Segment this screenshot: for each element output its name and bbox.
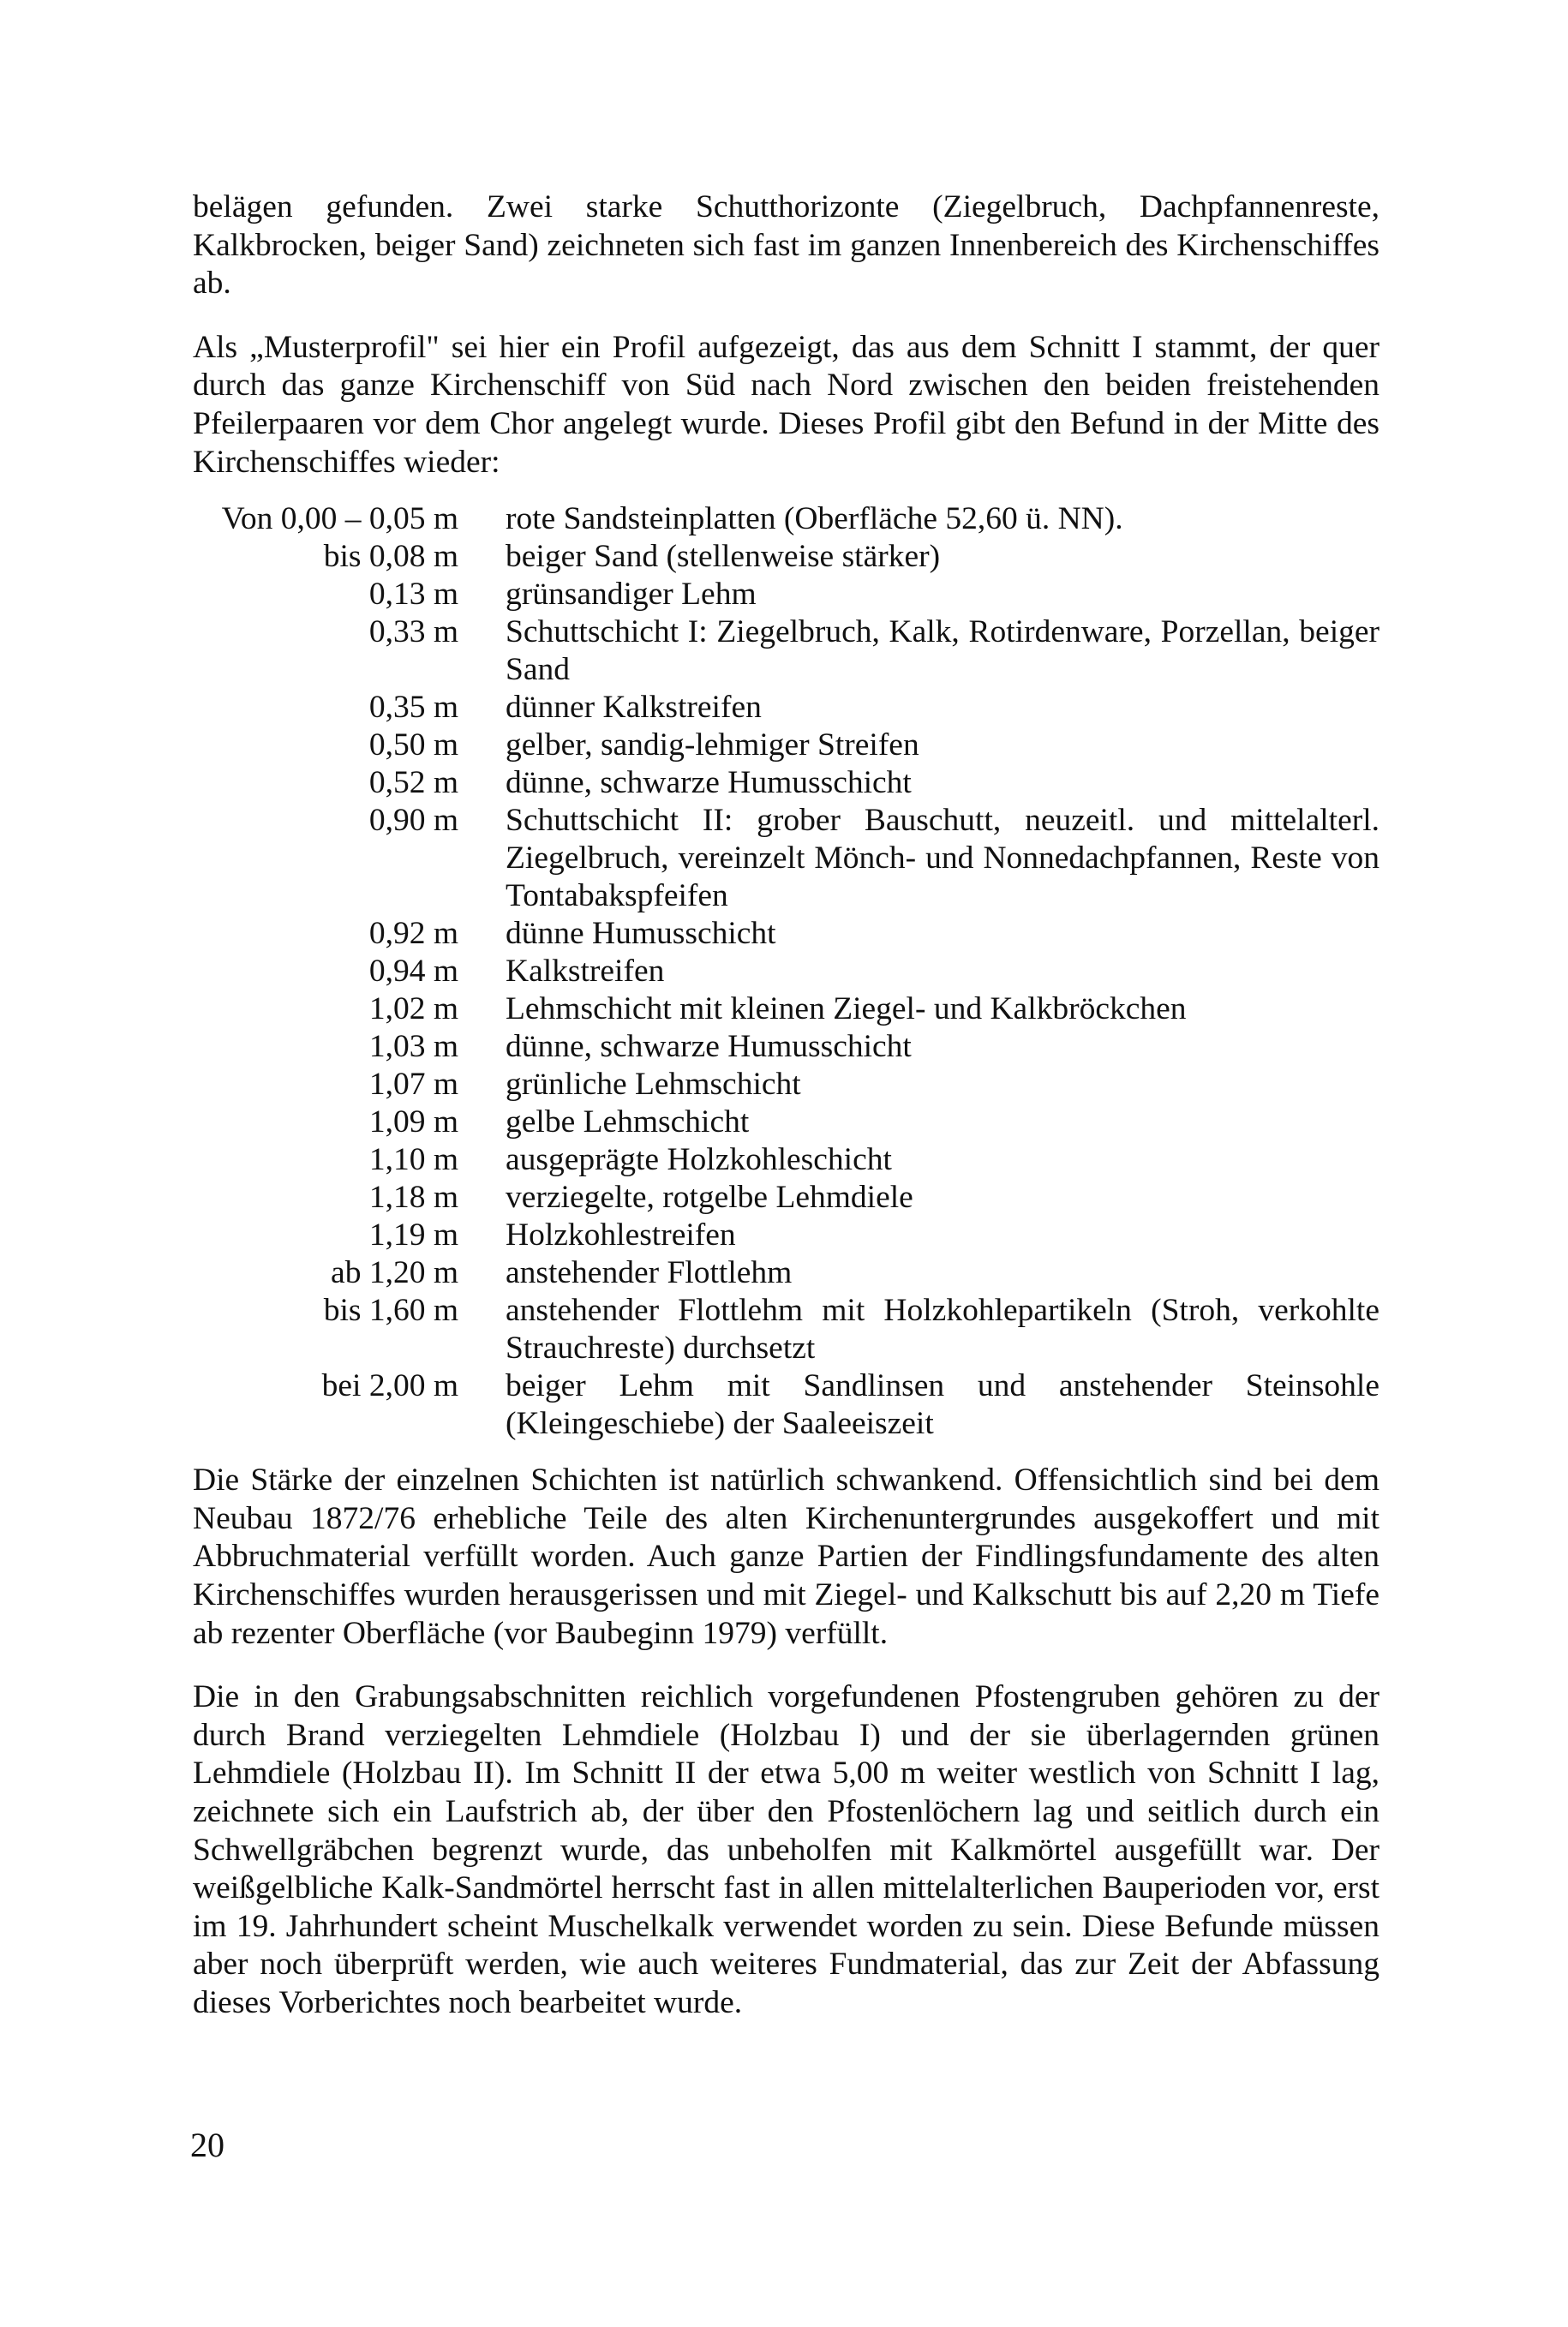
profile-depth: 1,03 m [368,1029,458,1065]
soil-profile-table [193,500,1379,1443]
profile-depth: 0,33 m [368,614,458,650]
paragraph-post-holes: Die in den Grabungsabschnitten reichlich vorgefundenen Pfostengruben gehören zu der durch Brand verziegelten Lehmdiele (Holzbau I) und der sie überlagernden grünen Lehmdiele (Holzbau II). Im Schnitt II der etwa 5,00 m weiter westlich von Schnitt I lag, zeichnete sich ein Laufstrich ab, der über den Pfostenlöchern lag und seitlich durch ein Schwellgräbchen begrenzt wurde, das unbeholfen mit Kalkmörtel ausgefüllt war. Der weißgelbliche Kalk-Sandmörtel herrscht fast in allen mittelalterlichen Bauperioden vor, erst im 19. Jahrhundert scheint Muschelkalk verwendet worden zu sein. Diese Befunde müssen aber noch überprüft werden, wie auch weiteres Fundmaterial, das zur Zeit der Abfassung dieses Vorberichtes noch bearbeitet wurde. [193,1679,1379,2020]
profile-row [193,915,1379,953]
profile-depth: bis 1,60 m [323,1293,458,1329]
profile-description: gelber, sandig-lehmiger Streifen [506,727,919,763]
profile-description: dünner Kalkstreifen [506,690,762,726]
profile-row [193,613,1379,689]
profile-description: rote Sandsteinplatten (Oberfläche 52,60 ü. NN). [506,501,1123,537]
profile-row [193,689,1379,727]
profile-description: ausgeprägte Holzkohleschicht [506,1142,892,1178]
paragraph-layer-thickness: Die Stärke der einzelnen Schichten ist natürlich schwankend. Offensichtlich sind bei dem Neubau 1872/76 erhebliche Teile des alten Kirchenuntergrundes ausgekoffert und mit Abbruchmaterial verfüllt worden. Auch ganze Partien der Findlingsfundamente des alten Kirchenschiffes wurden herausgerissen und mit Ziegel- und Kalkschutt bis auf 2,20 m Tiefe ab rezenter Oberfläche (vor Baubeginn 1979) verfüllt. [193,1463,1379,1651]
profile-depth: 1,18 m [368,1180,458,1216]
profile-row [193,1104,1379,1141]
profile-description: verziegelte, rotgelbe Lehmdiele [506,1180,913,1216]
profile-row [193,1028,1379,1066]
profile-row [193,500,1379,538]
profile-depth: 1,02 m [368,991,458,1027]
profile-depth: 0,35 m [368,690,458,726]
page-body [193,188,1379,2022]
profile-description: gelbe Lehmschicht [506,1104,750,1140]
profile-depth: Von 0,00 – 0,05 m [221,501,458,537]
profile-depth: bis 0,08 m [323,539,458,575]
profile-description: beiger Lehm mit Sandlinsen und anstehender Steinsohle (Kleingeschiebe) der Saaleeiszeit [506,1368,1379,1442]
profile-row [193,576,1379,613]
profile-row [193,727,1379,764]
profile-description: dünne, schwarze Humusschicht [506,1029,912,1065]
profile-description: Schuttschicht II: grober Bauschutt, neuzeitl. und mittelalterl. Ziegelbruch, vereinzelt Mönch- und Nonnedachpfannen, Reste von Tontabakspfeifen [506,803,1379,914]
paragraph-intro-findings: belägen gefunden. Zwei starke Schutthorizonte (Ziegelbruch, Dachpfannenreste, Kalkbrocken, beiger Sand) zeichneten sich fast im ganzen Innenbereich des Kirchenschiffes ab. [193,189,1379,302]
profile-description: anstehender Flottlehm [506,1255,793,1291]
profile-row [193,1254,1379,1292]
profile-depth: 0,90 m [368,803,458,839]
profile-depth: ab 1,20 m [331,1255,458,1291]
profile-depth: bei 2,00 m [321,1368,458,1404]
profile-row [193,1179,1379,1217]
profile-depth: 1,19 m [368,1217,458,1253]
profile-row [193,802,1379,915]
profile-depth: 1,09 m [368,1104,458,1140]
profile-description: Holzkohlestreifen [506,1217,736,1253]
profile-row [193,1367,1379,1443]
profile-description: Kalkstreifen [506,954,665,990]
profile-depth: 1,10 m [368,1142,458,1178]
profile-description: anstehender Flottlehm mit Holzkohlepartikeln (Stroh, verkohlte Strauchreste) durchsetzt [506,1293,1379,1367]
profile-row [193,953,1379,990]
soil-profile-rows [193,500,1379,1443]
profile-description: beiger Sand (stellenweise stärker) [506,539,941,575]
profile-row [193,538,1379,576]
profile-row [193,764,1379,802]
page-number: 20 [190,2126,224,2164]
profile-description: dünne, schwarze Humusschicht [506,765,912,801]
profile-depth: 0,13 m [368,577,458,613]
profile-depth: 0,92 m [368,916,458,952]
profile-row [193,990,1379,1028]
profile-depth: 1,07 m [368,1067,458,1103]
profile-description: Schuttschicht I: Ziegelbruch, Kalk, Rotirdenware, Porzellan, beiger Sand [506,614,1379,688]
profile-row [193,1066,1379,1104]
profile-depth: 0,52 m [368,765,458,801]
paragraph-profile-intro: Als „Musterprofil" sei hier ein Profil aufgezeigt, das aus dem Schnitt I stammt, der quer durch das ganze Kirchenschiff von Süd nach Nord zwischen den beiden freistehenden Pfeilerpaaren vor dem Chor angelegt wurde. Dieses Profil gibt den Befund in der Mitte des Kirchenschiffes wieder: [193,329,1379,480]
profile-description: grünsandiger Lehm [506,577,757,613]
profile-row [193,1217,1379,1254]
profile-description: Lehmschicht mit kleinen Ziegel- und Kalkbröckchen [506,991,1187,1027]
profile-depth: 0,94 m [368,954,458,990]
profile-description: dünne Humusschicht [506,916,776,952]
profile-description: grünliche Lehmschicht [506,1067,801,1103]
profile-row [193,1141,1379,1179]
profile-depth: 0,50 m [368,727,458,763]
profile-row [193,1292,1379,1367]
